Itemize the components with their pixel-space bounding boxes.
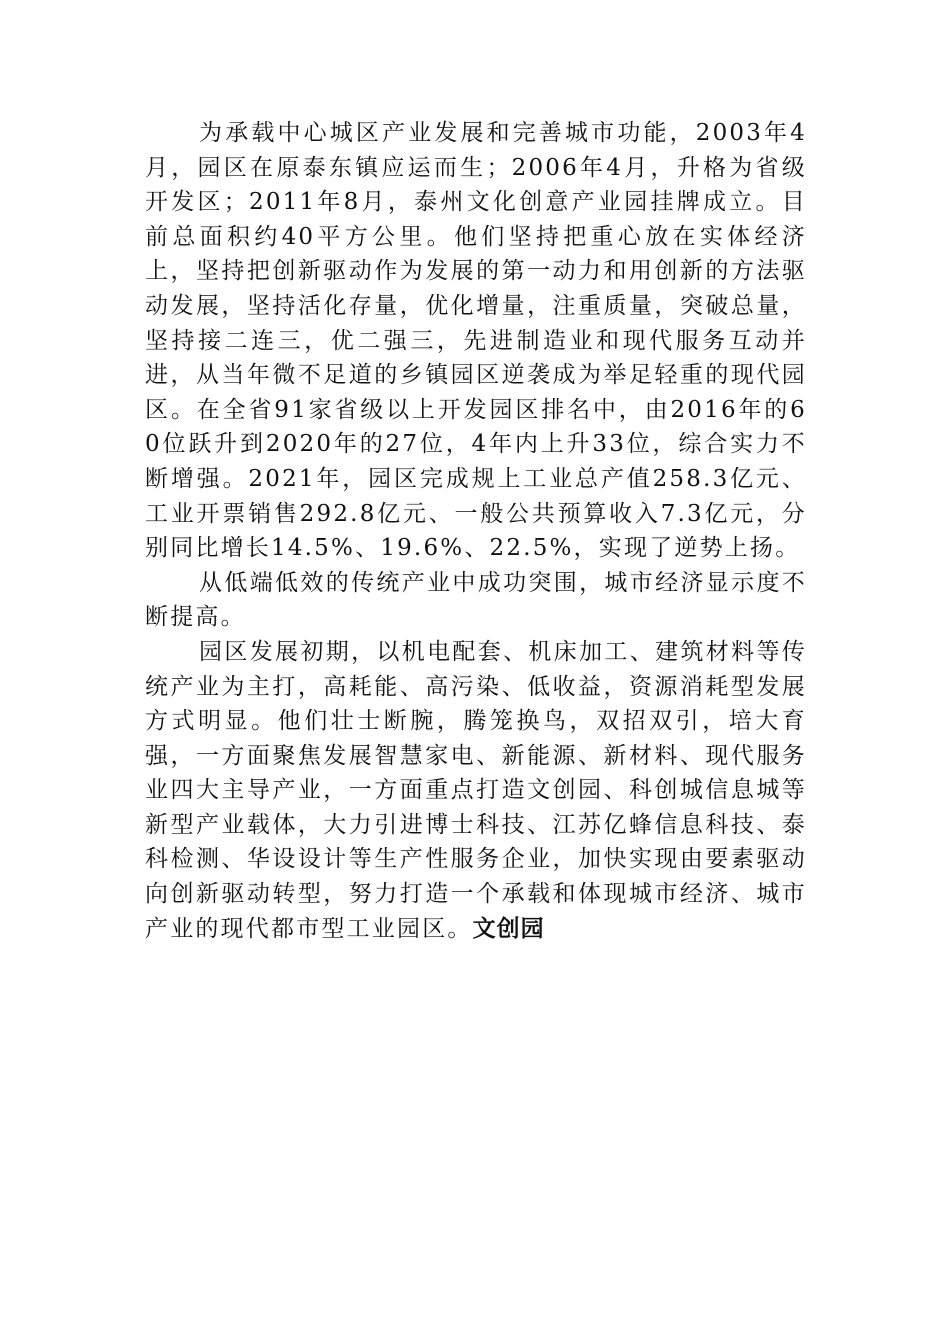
paragraph-breakthrough: 从低端低效的传统产业中成功突围，城市经济显示度不断提高。 — [145, 569, 807, 631]
paragraph-development — [145, 635, 807, 946]
document-body — [145, 116, 807, 946]
paragraph-development-text: 园区发展初期，以机电配套、机床加工、建筑材料等传统产业为主打，高耗能、高污染、低收益，资源消耗型发展方式明显。他们壮士断腕，腾笼换鸟，双招双引，培大育强，一方面聚焦发展智慧家电、新能源、新材料、现代服务业四大主导产业，一方面重点打造文创园、科创城信息城等新型产业载体，大力引进博士科技、江苏亿蜂信息科技、泰科检测、华设设计等生产性服务企业，加快实现由要素驱动向创新驱动转型，努力打造一个承载和体现城市经济、城市产业的现代都市型工业园区。 — [145, 638, 807, 942]
paragraph-intro: 为承载中心城区产业发展和完善城市功能，2003年4月，园区在原泰东镇应运而生；2006年4月，升格为省级开发区；2011年8月，泰州文化创意产业园挂牌成立。目前总面积约40平方公里。他们坚持把重心放在实体经济上，坚持把创新驱动作为发展的第一动力和用创新的方法驱动发展，坚持活化存量，优化增量，注重质量，突破总量，坚持接二连三，优二强三，先进制造业和现代服务互动并进，从当年微不足道的乡镇园区逆袭成为举足轻重的现代园区。在全省91家省级以上开发园区排名中，由2016年的60位跃升到2020年的27位，4年内上升33位，综合实力不断增强。2021年，园区完成规上工业总产值258.3亿元、工业开票销售292.8亿元、一般公共预算收入7.3亿元，分别同比增长14.5%、19.6%、22.5%，实现了逆势上扬。 — [145, 120, 807, 562]
section-heading-wenchuangyuan: 文创园 — [472, 915, 545, 942]
